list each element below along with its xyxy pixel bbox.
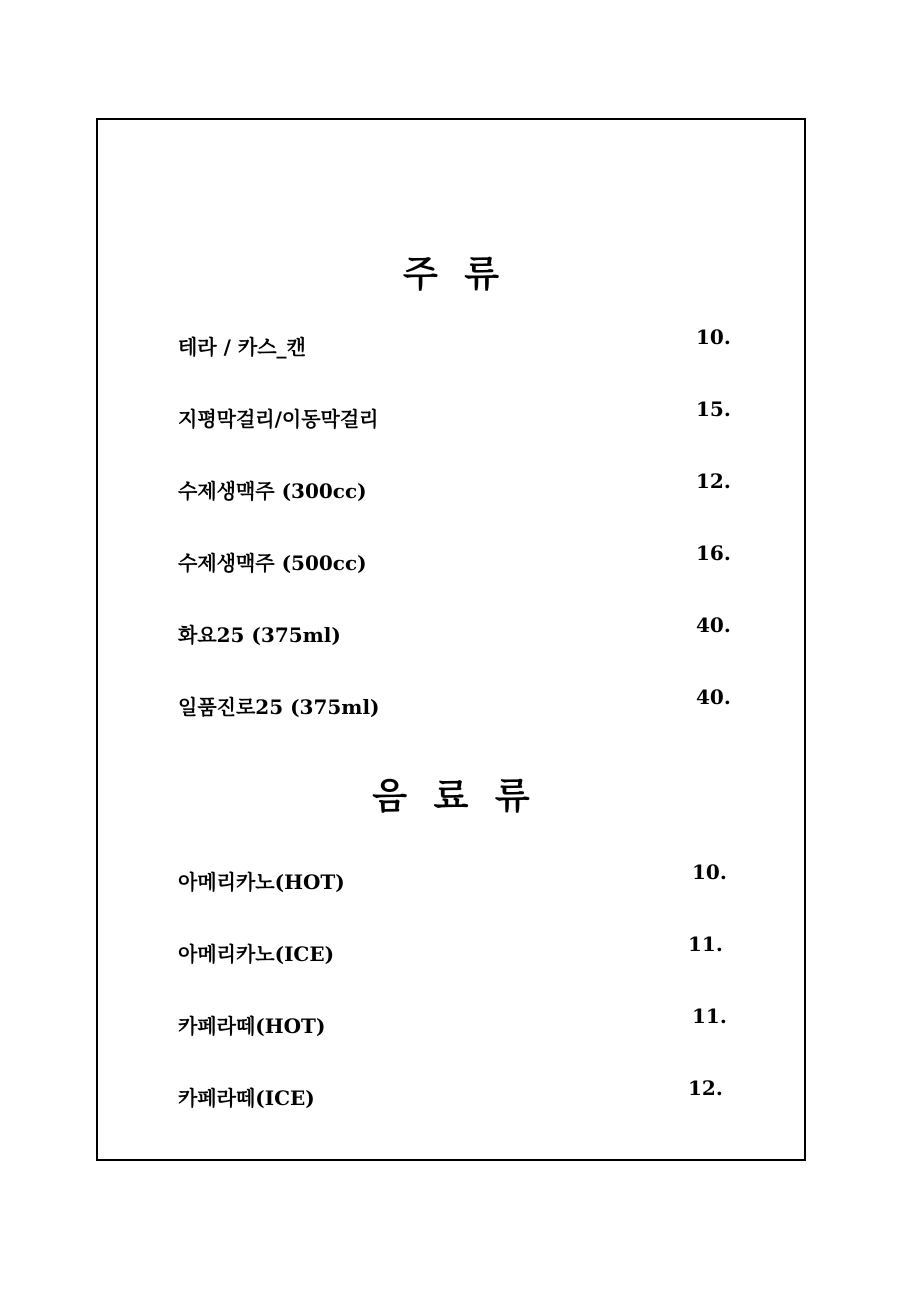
section-title-liquor: 주 류 bbox=[402, 253, 500, 295]
list-item bbox=[178, 685, 731, 757]
item-name: 카페라떼(HOT) bbox=[178, 1014, 326, 1038]
list-item bbox=[178, 1004, 728, 1076]
list-item bbox=[178, 613, 731, 685]
item-price: 12. bbox=[696, 469, 731, 493]
item-name: 지평막걸리/이동막걸리 bbox=[178, 407, 379, 431]
item-price: 16. bbox=[696, 541, 731, 565]
item-price: 10. bbox=[692, 860, 727, 884]
list-item bbox=[178, 932, 728, 1004]
item-name: 카페라떼(ICE) bbox=[178, 1086, 315, 1110]
item-price: 12. bbox=[688, 1076, 723, 1100]
list-item bbox=[178, 860, 728, 932]
item-name: 수제생맥주 (500cc) bbox=[178, 551, 367, 575]
item-price: 10. bbox=[696, 325, 731, 349]
drinks-list bbox=[178, 860, 728, 1148]
item-price: 11. bbox=[692, 1004, 727, 1028]
liquor-list bbox=[178, 325, 731, 757]
item-price: 40. bbox=[696, 613, 731, 637]
item-name: 수제생맥주 (300cc) bbox=[178, 479, 367, 503]
item-price: 40. bbox=[696, 685, 731, 709]
item-price: 15. bbox=[696, 397, 731, 421]
list-item bbox=[178, 397, 731, 469]
menu-frame bbox=[96, 118, 806, 1161]
item-price: 11. bbox=[688, 932, 723, 956]
list-item bbox=[178, 1076, 728, 1148]
list-item bbox=[178, 541, 731, 613]
item-name: 테라 / 카스_캔 bbox=[178, 335, 306, 359]
item-name: 아메리카노(HOT) bbox=[178, 870, 345, 894]
item-name: 일품진로25 (375ml) bbox=[178, 695, 380, 719]
list-item bbox=[178, 469, 731, 541]
item-name: 아메리카노(ICE) bbox=[178, 942, 335, 966]
item-name: 화요25 (375ml) bbox=[178, 623, 341, 647]
list-item bbox=[178, 325, 731, 397]
section-title-drinks: 음 료 류 bbox=[372, 775, 530, 817]
